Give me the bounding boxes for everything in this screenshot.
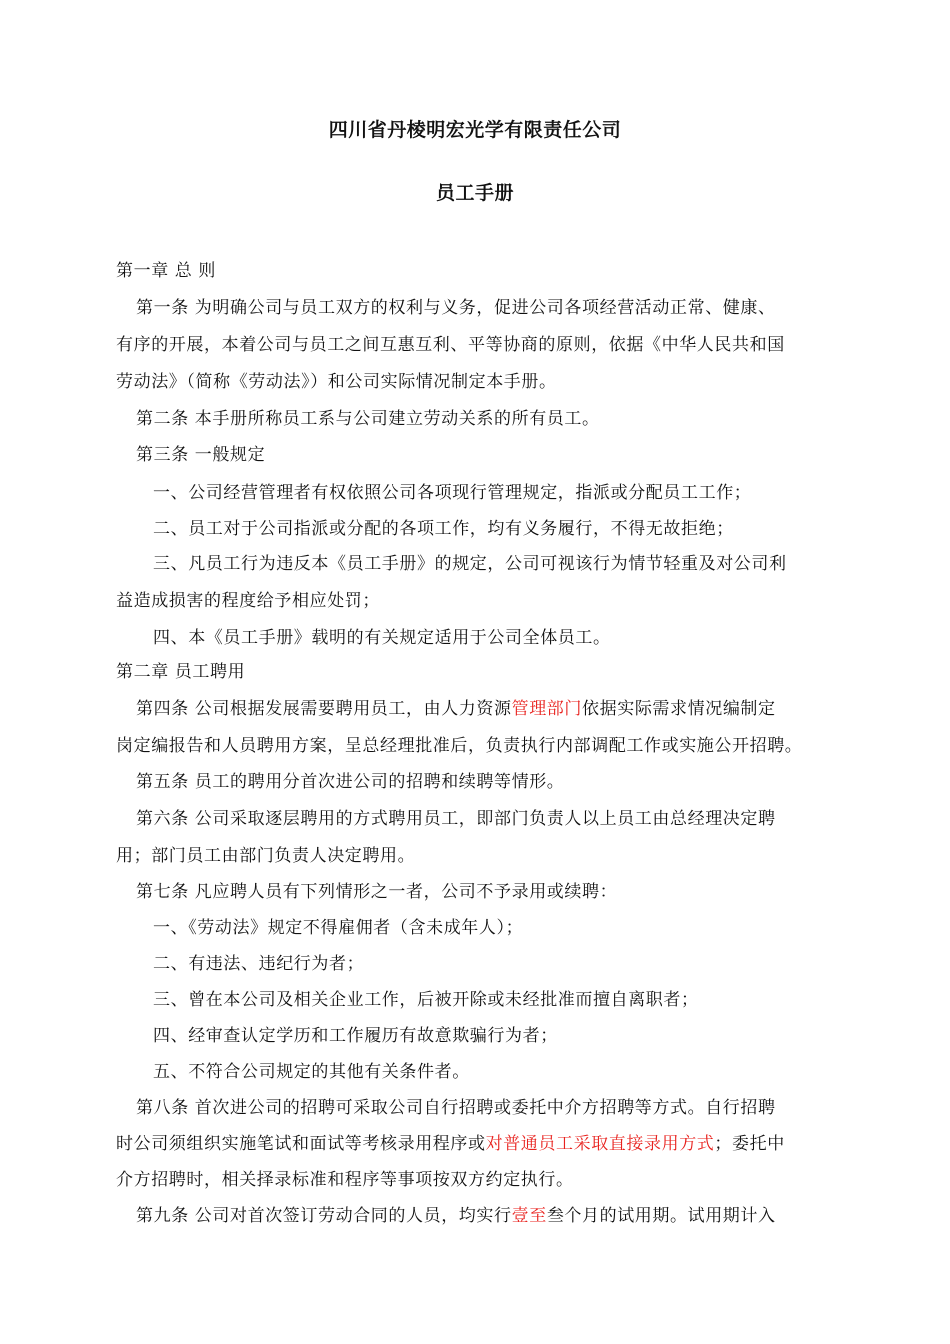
- article-9-text-before: 第九条 公司对首次签订劳动合同的人员，均实行: [136, 1206, 512, 1226]
- company-title: 四川省丹棱明宏光学有限责任公司: [328, 119, 622, 141]
- article-4-text-after: 依据实际需求情况编制定: [582, 699, 776, 719]
- chapter-1-heading: 第一章 总 则: [116, 261, 217, 281]
- article-8-text-before: 时公司须组织实施笔试和面试等考核录用程序或: [116, 1134, 486, 1154]
- article-9-text-after: 叁个月的试用期。试用期计入: [546, 1206, 776, 1226]
- article-8-text-after: ；委托中: [714, 1134, 785, 1154]
- article-6-line-2: 用；部门员工由部门负责人决定聘用。: [116, 846, 416, 866]
- article-8-line-2: [116, 1132, 856, 1156]
- article-1-line-1: 第一条 为明确公司与员工双方的权利与义务，促进公司各项经营活动正常、健康、: [136, 298, 776, 318]
- article-4-line-2: 岗定编报告和人员聘用方案，呈总经理批准后，负责执行内部调配工作或实施公开招聘。: [116, 736, 803, 756]
- article-9-line-1: [136, 1204, 876, 1228]
- article-4-highlight: 管理部门: [511, 699, 583, 719]
- article-7-item-4: 四、经审查认定学历和工作履历有故意欺骗行为者；: [153, 1026, 558, 1046]
- article-5: 第五条 员工的聘用分首次进公司的招聘和续聘等情形。: [136, 772, 565, 792]
- article-3-item-3-line-2: 益造成损害的程度给予相应处罚；: [116, 591, 380, 611]
- article-3-heading: 第三条 一般规定: [136, 445, 266, 465]
- article-3-item-2: 二、员工对于公司指派或分配的各项工作，均有义务履行，不得无故拒绝；: [153, 519, 734, 539]
- article-7-item-3: 三、曾在本公司及相关企业工作，后被开除或未经批准而擅自离职者；: [153, 990, 699, 1010]
- article-8-highlight: 对普通员工采取直接录用方式: [485, 1134, 715, 1154]
- article-4-line-1: [136, 697, 876, 721]
- chapter-2-heading: 第二章 员工聘用: [116, 662, 246, 682]
- article-9-highlight: 壹至: [511, 1206, 547, 1226]
- article-8-line-3: 介方招聘时，相关择录标准和程序等事项按双方约定执行。: [116, 1170, 574, 1190]
- article-7-item-1: 一、《劳动法》规定不得雇佣者（含未成年人）；: [153, 918, 524, 938]
- article-2: 第二条 本手册所称员工系与公司建立劳动关系的所有员工。: [136, 409, 600, 429]
- article-8-line-1: 第八条 首次进公司的招聘可采取公司自行招聘或委托中介方招聘等方式。自行招聘: [136, 1098, 776, 1118]
- article-3-item-3-line-1: 三、凡员工行为违反本《员工手册》的规定，公司可视该行为情节轻重及对公司利: [153, 554, 787, 574]
- article-3-item-4: 四、本《员工手册》载明的有关规定适用于公司全体员工。: [153, 628, 611, 648]
- document-subtitle: 员工手册: [435, 182, 514, 204]
- article-6-line-1: 第六条 公司采取逐层聘用的方式聘用员工，即部门负责人以上员工由总经理决定聘: [136, 809, 776, 829]
- article-1-line-3: 劳动法》（简称《劳动法》）和公司实际情况制定本手册。: [116, 372, 557, 392]
- article-4-text-before: 第四条 公司根据发展需要聘用员工，由人力资源: [136, 699, 512, 719]
- article-7-item-5: 五、不符合公司规定的其他有关条件者。: [153, 1062, 470, 1082]
- article-7-heading: 第七条 凡应聘人员有下列情形之一者，公司不予录用或续聘：: [136, 882, 618, 902]
- article-3-item-1: 一、公司经营管理者有权依照公司各项现行管理规定，指派或分配员工工作；: [153, 483, 752, 503]
- article-1-line-2: 有序的开展，本着公司与员工之间互惠互利、平等协商的原则，依据《中华人民共和国: [116, 335, 785, 355]
- article-7-item-2: 二、有违法、违纪行为者；: [153, 954, 365, 974]
